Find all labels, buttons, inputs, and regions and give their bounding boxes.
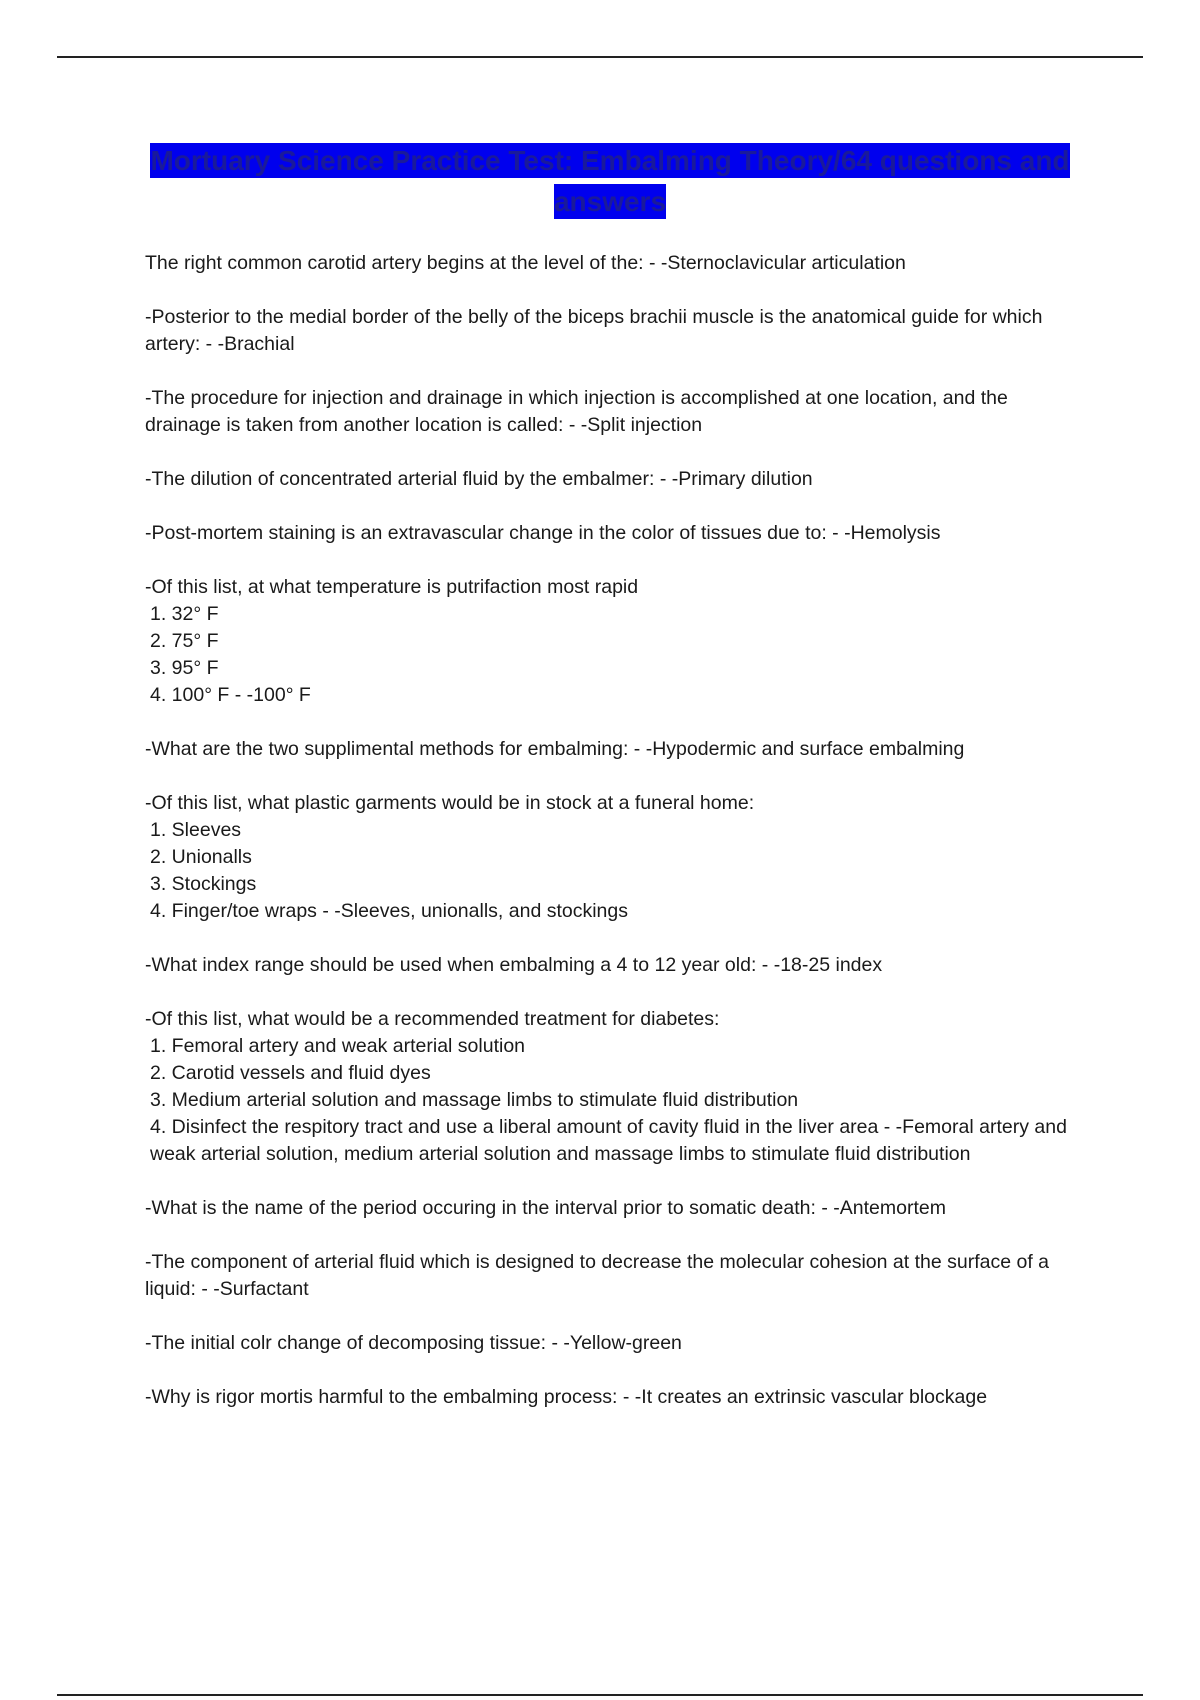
answer-option: 4. 100° F - -100° F (150, 684, 311, 706)
question-block (145, 466, 1080, 493)
question-block (145, 736, 1080, 763)
answer-option: 2. Unionalls (150, 846, 252, 868)
question-block (145, 1195, 1080, 1222)
question-text: -The component of arterial fluid which is designed to decrease the molecular cohesion at the surface of a liquid: - -Surfactant (145, 1251, 1050, 1300)
question-block (145, 952, 1080, 979)
question-block (145, 1330, 1080, 1357)
question-block (145, 1249, 1080, 1303)
top-rule (57, 56, 1143, 58)
question-text: -What is the name of the period occuring in the interval prior to somatic death: - -Antemortem (145, 1197, 946, 1219)
question-block (145, 790, 1080, 925)
question-text: -The procedure for injection and drainage in which injection is accomplished at one location, and the drainage is taken from another location is called: - -Split injection (145, 387, 1008, 436)
answer-option: 1. 32° F (150, 603, 219, 625)
document-title (140, 140, 1080, 222)
question-text: -The initial colr change of decomposing tissue: - -Yellow-green (145, 1332, 682, 1354)
question-text: -What index range should be used when embalming a 4 to 12 year old: - -18-25 index (145, 954, 883, 976)
question-text: -What are the two supplimental methods for embalming: - -Hypodermic and surface embalming (145, 738, 965, 760)
question-text: -Posterior to the medial border of the belly of the biceps brachii muscle is the anatomical guide for which artery: - -Brachial (145, 306, 1043, 355)
answer-option: 2. 75° F (150, 630, 219, 652)
answer-option: 3. Medium arterial solution and massage limbs to stimulate fluid distribution (150, 1089, 799, 1111)
question-text: -Of this list, what plastic garments would be in stock at a funeral home: (145, 792, 755, 814)
question-text: -Why is rigor mortis harmful to the embalming process: - -It creates an extrinsic vascular blockage (145, 1386, 988, 1408)
question-text: -Post-mortem staining is an extravascular change in the color of tissues due to: - -Hemolysis (145, 522, 941, 544)
answer-option: 4. Disinfect the respitory tract and use a liberal amount of cavity fluid in the liver area - -Femoral artery and weak arterial solution, medium arterial solution and massage limbs to stimulate fluid distribution (150, 1116, 1067, 1165)
answer-option: 3. Stockings (150, 873, 257, 895)
answer-option: 1. Sleeves (150, 819, 242, 841)
question-block (145, 385, 1080, 439)
question-block (145, 520, 1080, 547)
question-block (145, 1006, 1080, 1168)
question-text: -The dilution of concentrated arterial fluid by the embalmer: - -Primary dilution (145, 468, 813, 490)
question-text: -Of this list, what would be a recommended treatment for diabetes: (145, 1008, 720, 1030)
question-block (145, 574, 1080, 709)
bottom-rule (57, 1694, 1143, 1696)
answer-option: 4. Finger/toe wraps - -Sleeves, unionalls, and stockings (150, 900, 628, 922)
answer-option: 1. Femoral artery and weak arterial solution (150, 1035, 526, 1057)
question-text: -Of this list, at what temperature is putrifaction most rapid (145, 576, 639, 598)
title-text: Mortuary Science Practice Test: Embalming Theory/64 questions and answers (150, 145, 1070, 217)
question-text: The right common carotid artery begins at the level of the: - -Sternoclavicular articulation (145, 252, 906, 274)
question-list (145, 250, 1080, 1438)
question-block (145, 304, 1080, 358)
question-block (145, 250, 1080, 277)
question-block (145, 1384, 1080, 1411)
answer-option: 3. 95° F (150, 657, 219, 679)
answer-option: 2. Carotid vessels and fluid dyes (150, 1062, 431, 1084)
